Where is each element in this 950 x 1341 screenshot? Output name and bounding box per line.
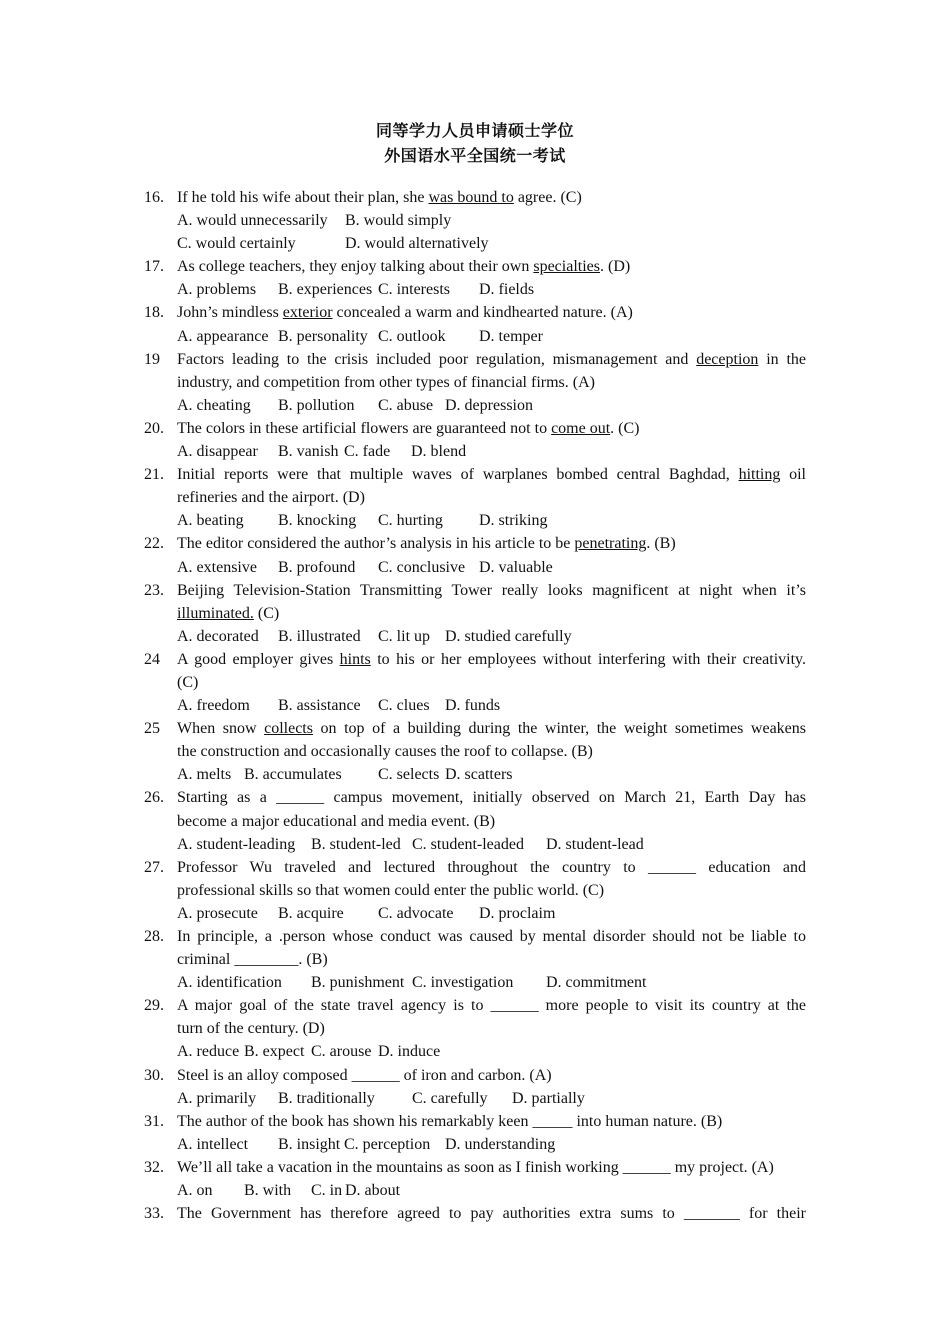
question-stem: Starting as a ______ campus movement, initially observed on March 21, Earth Day has bbox=[177, 789, 806, 807]
question-stem-continued: (C) bbox=[177, 673, 199, 691]
question-20 bbox=[144, 417, 806, 440]
question-number: 26. bbox=[144, 789, 164, 807]
option-d: D. induce bbox=[378, 1043, 441, 1061]
options-row bbox=[144, 1133, 806, 1156]
option-b: B. pollution bbox=[278, 396, 355, 414]
question-25 bbox=[144, 717, 806, 740]
option-c: C. student-leaded bbox=[412, 835, 524, 853]
question-stem-continued: professional skills so that women could enter the public world. (C) bbox=[177, 881, 605, 899]
option-c: C. arouse bbox=[311, 1043, 372, 1061]
option-b: B. vanish bbox=[278, 443, 339, 461]
options-row bbox=[144, 556, 806, 579]
question-stem: The author of the book has shown his remarkably keen _____ into human nature. (B) bbox=[177, 1112, 723, 1130]
question-33 bbox=[144, 1202, 806, 1225]
option-c: C. carefully bbox=[412, 1089, 488, 1107]
question-stem-continued: refineries and the airport. (D) bbox=[177, 489, 365, 507]
options-row bbox=[144, 1087, 806, 1110]
question-number: 32. bbox=[144, 1158, 164, 1176]
question-21 bbox=[144, 463, 806, 486]
option-b: B. traditionally bbox=[278, 1089, 375, 1107]
option-b: B. acquire bbox=[278, 904, 344, 922]
option-d: D. valuable bbox=[479, 558, 553, 576]
question-32 bbox=[144, 1156, 806, 1179]
option-c: C. abuse bbox=[378, 396, 434, 414]
option-c: C. perception bbox=[344, 1135, 431, 1153]
option-b: B. with bbox=[244, 1182, 292, 1200]
question-number: 29. bbox=[144, 997, 164, 1015]
question-stem: When snow collects on top of a building during the winter, the weight sometimes weakens bbox=[177, 720, 806, 738]
question-number: 22. bbox=[144, 535, 164, 553]
option-a: A. cheating bbox=[177, 396, 251, 414]
option-b: B. expect bbox=[244, 1043, 305, 1061]
options-row bbox=[144, 509, 806, 532]
question-number: 33. bbox=[144, 1205, 164, 1223]
option-b: B. knocking bbox=[278, 512, 357, 530]
question-stem: As college teachers, they enjoy talking about their own specialties. (D) bbox=[177, 258, 631, 276]
question-stem: A good employer gives hints to his or her employees without interfering with their creativity. bbox=[177, 650, 806, 668]
question-stem-continued: turn of the century. (D) bbox=[177, 1020, 325, 1038]
question-number: 25 bbox=[144, 720, 160, 738]
options-row bbox=[144, 325, 806, 348]
question-stem-continued: the construction and occasionally causes the roof to collapse. (B) bbox=[177, 743, 593, 761]
options-row bbox=[144, 232, 806, 255]
option-b: B. punishment bbox=[311, 974, 405, 992]
options-row bbox=[144, 1179, 806, 1202]
option-c: C. conclusive bbox=[378, 558, 466, 576]
option-a: A. prosecute bbox=[177, 904, 258, 922]
option-c: C. selects bbox=[378, 766, 440, 784]
underlined-term: exterior bbox=[282, 304, 333, 322]
option-c: C. would certainly bbox=[177, 235, 296, 253]
question-number: 17. bbox=[144, 258, 164, 276]
question-stem-continued: become a major educational and media event. (B) bbox=[177, 812, 496, 830]
question-stem-continued: industry, and competition from other types of financial firms. (A) bbox=[177, 373, 595, 391]
question-16 bbox=[144, 186, 806, 209]
option-a: A. primarily bbox=[177, 1089, 257, 1107]
underlined-term: specialties bbox=[533, 258, 600, 276]
page-title-line-1: 同等学力人员申请硕士学位 bbox=[375, 121, 574, 140]
options-row bbox=[144, 902, 806, 925]
option-d: D. student-lead bbox=[546, 835, 644, 853]
question-22 bbox=[144, 532, 806, 555]
option-d: D. about bbox=[345, 1182, 401, 1200]
option-c: C. investigation bbox=[412, 974, 514, 992]
underlined-term: come out bbox=[551, 419, 611, 437]
option-a: A. freedom bbox=[177, 697, 250, 715]
underlined-term: collects bbox=[264, 720, 313, 738]
question-18 bbox=[144, 301, 806, 324]
option-c: C. hurting bbox=[378, 512, 443, 530]
question-number: 28. bbox=[144, 928, 164, 945]
option-a: A. beating bbox=[177, 512, 244, 530]
option-c: C. interests bbox=[378, 281, 450, 299]
option-a: A. problems bbox=[177, 281, 257, 299]
question-number: 18. bbox=[144, 304, 164, 322]
option-a: A. identification bbox=[177, 974, 282, 992]
option-b: B. accumulates bbox=[244, 766, 342, 784]
question-stem: Steel is an alloy composed ______ of iron and carbon. (A) bbox=[177, 1066, 552, 1084]
question-30 bbox=[144, 1064, 806, 1087]
option-d: D. would alternatively bbox=[345, 235, 489, 253]
option-d: D. temper bbox=[479, 327, 543, 345]
options-row bbox=[144, 394, 806, 417]
question-stem: The editor considered the author’s analysis in his article to be penetrating. (B) bbox=[177, 535, 676, 553]
question-list bbox=[144, 186, 806, 1225]
question-stem-continued: criminal ________. (B) bbox=[177, 951, 328, 969]
underlined-term: deception bbox=[696, 350, 759, 368]
option-b: B. illustrated bbox=[278, 627, 361, 645]
option-b: B. insight bbox=[278, 1135, 341, 1153]
options-row bbox=[144, 278, 806, 301]
option-d: D. commitment bbox=[546, 974, 647, 992]
question-number: 23. bbox=[144, 581, 164, 599]
options-row bbox=[144, 209, 806, 232]
question-stem: In principle, a .person whose conduct was caused by mental disorder should not be liable to bbox=[177, 928, 806, 945]
options-row bbox=[144, 971, 806, 994]
question-stem: Beijing Television-Station Transmitting Tower really looks magnificent at night when it’s bbox=[177, 581, 806, 599]
question-23 bbox=[144, 579, 806, 602]
option-c: C. in bbox=[311, 1182, 343, 1200]
option-a: A. would unnecessarily bbox=[177, 212, 328, 230]
option-a: A. decorated bbox=[177, 627, 259, 645]
question-number: 16. bbox=[144, 189, 164, 206]
question-number: 30. bbox=[144, 1066, 164, 1084]
option-d: D. scatters bbox=[445, 766, 513, 784]
question-stem: If he told his wife about their plan, she was bound to agree. (C) bbox=[177, 189, 582, 206]
question-stem: Initial reports were that multiple waves of warplanes bombed central Baghdad, hitting oil bbox=[177, 466, 806, 484]
question-stem: A major goal of the state travel agency is to ______ more people to visit its country at the bbox=[177, 997, 806, 1015]
option-c: C. lit up bbox=[378, 627, 431, 645]
option-d: D. studied carefully bbox=[445, 627, 572, 645]
option-a: A. reduce bbox=[177, 1043, 240, 1061]
question-stem: We’ll all take a vacation in the mountains as soon as I finish working ______ my project. (A) bbox=[177, 1158, 774, 1176]
question-stem-continued: illuminated. (C) bbox=[177, 604, 280, 622]
option-d: D. partially bbox=[512, 1089, 585, 1107]
question-28 bbox=[144, 925, 806, 948]
options-row bbox=[144, 694, 806, 717]
question-number: 19 bbox=[144, 350, 160, 368]
option-b: B. student-led bbox=[311, 835, 401, 853]
option-d: D. depression bbox=[445, 396, 533, 414]
option-a: A. appearance bbox=[177, 327, 269, 345]
question-stem: John’s mindless exterior concealed a warm and kindhearted nature. (A) bbox=[177, 304, 633, 322]
options-row bbox=[144, 440, 806, 463]
option-d: D. funds bbox=[445, 697, 501, 715]
page-title-line-2: 外国语水平全国统一考试 bbox=[384, 146, 566, 165]
question-stem: The Government has therefore agreed to pay authorities extra sums to _______ for their bbox=[177, 1205, 806, 1223]
question-17 bbox=[144, 255, 806, 278]
question-26 bbox=[144, 786, 806, 809]
option-d: D. striking bbox=[479, 512, 548, 530]
underlined-term: hints bbox=[339, 650, 371, 668]
option-a: A. student-leading bbox=[177, 835, 296, 853]
option-a: A. disappear bbox=[177, 443, 258, 461]
option-b: B. profound bbox=[278, 558, 356, 576]
question-number: 31. bbox=[144, 1112, 164, 1130]
question-number: 24 bbox=[144, 650, 160, 668]
option-d: D. understanding bbox=[445, 1135, 556, 1153]
question-24 bbox=[144, 648, 806, 671]
question-number: 20. bbox=[144, 419, 164, 437]
underlined-term: penetrating bbox=[574, 535, 647, 553]
underlined-term: was bound to bbox=[428, 189, 514, 206]
underlined-term: illuminated. bbox=[177, 604, 254, 622]
question-number: 27. bbox=[144, 858, 164, 876]
option-c: C. fade bbox=[344, 443, 391, 461]
option-d: D. blend bbox=[411, 443, 467, 461]
option-a: A. on bbox=[177, 1182, 213, 1200]
option-a: A. melts bbox=[177, 766, 232, 784]
options-row bbox=[144, 1040, 806, 1063]
underlined-term: hitting bbox=[738, 466, 781, 484]
option-a: A. extensive bbox=[177, 558, 257, 576]
option-b: B. personality bbox=[278, 327, 368, 345]
option-c: C. outlook bbox=[378, 327, 446, 345]
question-31 bbox=[144, 1110, 806, 1133]
question-27 bbox=[144, 856, 806, 879]
options-row bbox=[144, 625, 806, 648]
option-b: B. assistance bbox=[278, 697, 361, 715]
options-row bbox=[144, 833, 806, 856]
options-row bbox=[144, 763, 806, 786]
option-b: B. would simply bbox=[345, 212, 452, 230]
option-c: C. clues bbox=[378, 697, 430, 715]
question-number: 21. bbox=[144, 466, 164, 484]
option-c: C. advocate bbox=[378, 904, 454, 922]
option-a: A. intellect bbox=[177, 1135, 249, 1153]
question-stem: The colors in these artificial flowers are guaranteed not to come out. (C) bbox=[177, 419, 640, 437]
option-d: D. proclaim bbox=[479, 904, 556, 922]
question-stem: Professor Wu traveled and lectured throughout the country to ______ education and bbox=[177, 858, 806, 876]
question-29 bbox=[144, 994, 806, 1017]
question-19 bbox=[144, 348, 806, 371]
question-stem: Factors leading to the crisis included poor regulation, mismanagement and deception in the bbox=[177, 350, 806, 368]
option-d: D. fields bbox=[479, 281, 535, 299]
option-b: B. experiences bbox=[278, 281, 373, 299]
